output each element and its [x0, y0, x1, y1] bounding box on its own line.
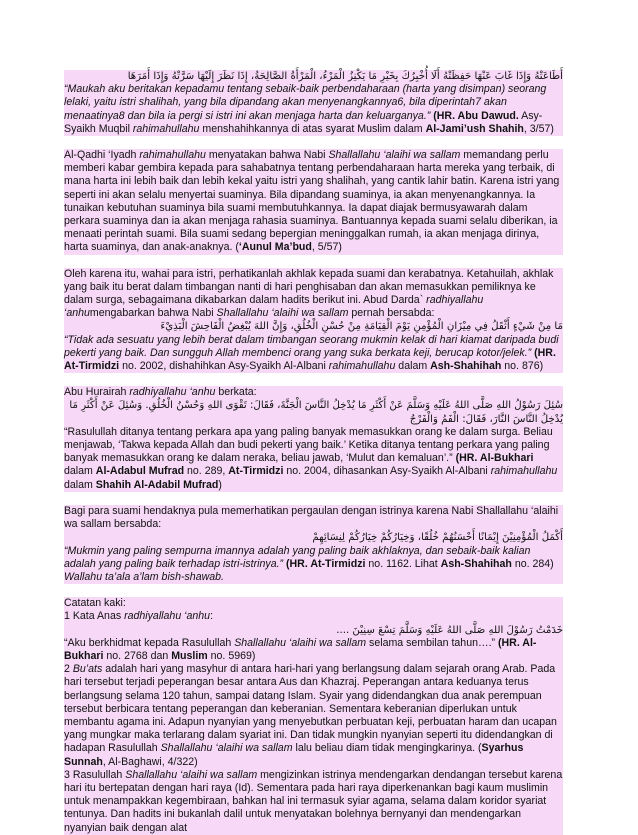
arabic-hadith-4: أَكْمَلُ الْمُؤْمِنِيْنَ إِيْمَانًا أَحْسَنُهُمْ خُلُقًا، وَخِيَارُكُمْ خِيَارُكُمْ لِنِسَائِهِمْ: [312, 532, 563, 544]
hadith-block-4: Bagi para suami hendaknya pula memerhatikan pergaulan dengan istrinya karena Nabi Shallallahu ‘alaihi wa sallam bersabda: أَكْمَلُ الْمُؤْمِنِيْنَ إِيْمَانًا أَحْسَنُهُمْ خُلُقًا، وَخِيَارُكُمْ خِيَارُكُمْ لِنِسَائِهِمْ “Mukmin yang paling sempurna imannya adalah yang paling baik akhlaknya, dan sebaik-baik kalian adalah yang paling baik terhadap istri-istrinya.” (HR. At-Tirmidzi no. 1162. Lihat Ash-Shahihah no. 284) Wallahu ta’ala a’lam bish-shawab.: [64, 504, 563, 583]
footnote-3: 3 Rasulullah Shallallahu ‘alaihi wa sallam mengizinkan istrinya mendengarkan dendangan tersebut karena hari itu bertepatan dengan hari raya (Id). Sementara pada hari raya diperkenankan bagi kaum muslimin untuk menampakkan kegembiraan, bahkan hal ini termasuk syiar agama, selama dalam koridor syariat tentunya. Dan hadits ini bukanlah dalil untuk menyatakan bolehnya bernyanyi dan mendengarkan nyanyian baik dengan alat: [64, 768, 563, 834]
footnotes-title: Catatan kaki:: [64, 597, 126, 610]
hadith-1-translation: “Maukah aku beritakan kepadamu tentang sebaik-baik perbendaharaan (harta yang disimpan) seorang lelaki, yaitu istri shalihah, yang bila dipandang akan menyenangkannya6, bila diperintah7 akan menaatinya8 dan bila ia pergi si istri ini akan menjaga harta dan keluarganya.” (HR. Abu Dawud. Asy-Syaikh Muqbil rahimahullahu menshahihkannya di atas syarat Muslim dalam Al-Jami’ush Shahih, 3/57): [64, 83, 554, 135]
footnote-2: 2 Bu’ats adalah hari yang masyhur di antara hari-hari yang berlangsung dalam sejarah orang Arab. Pada hari tersebut terjadi peperangan besar antara Aus dan Khazraj. Peperangan antara keduanya terus berlangsung selama 120 tahun, sampai datang Islam. Syair yang didendangkan dua anak perempuan tersebut berbicara tentang peperangan dan keberanian. Sementara keberanian diperlukan untuk membantu agama ini. Adapun nyanyian yang menyebutkan perbuatan keji, perbuatan haram dan ucapan yang mungkar maka terlarang dalam syariat ini. Dan tidak mungkin nyanyian seperti itu didendangkan di hadapan Rasulullah Shallallahu ‘alaihi wa sallam lalu beliau diam tidak mengingkarinya. (Syarhus Sunnah, Al-Baghawi, 4/322): [64, 663, 557, 768]
hadith-block-2: Oleh karena itu, wahai para istri, perhatikanlah akhlak kepada suami dan kerabatnya. Ketahuilah, akhlak yang baik itu berat dalam timbangan nanti di hari penghisaban dan akan memasukkan pemiliknya ke dalam surga, sebagaimana dikabarkan dalam hadits berikut ini. Abud Darda` radhiyallahu ‘anhumengabarkan bahwa Nabi Shallallahu ‘alaihi wa sallam pernah bersabda: مَا مِنْ شَيْءٍ أَثْقَلُ فِي مِيْزَانِ الْمُؤْمِنِ يَوْمَ الْقِيَامَةِ مِنْ حُسْنِ الْخُلُقِ، وَإِنَّ اللهَ يُبْغِضُ الْفَاحِشَ الْبَذِيْءَ “Tidak ada sesuatu yang lebih berat dalam timbangan seorang mukmin kelak di hari kiamat daripada budi pekerti yang baik. Dan sungguh Allah membenci orang yang suka berkata keji, berucap kotor/jelek.” (HR. At-Tirmidzi no. 2002, dishahihkan Asy-Syaikh Al-Albani rahimahullahu dalam Ash-Shahihah no. 876): [64, 267, 563, 373]
commentary-paragraph: Al-Qadhi ‘Iyadh rahimahullahu menyatakan bahwa Nabi Shallallahu ‘alaihi wa sallam memandang perlu memberi kabar gembira kepada para sahabatnya tentang perbendaharaan harta mereka yang terbaik, di mana harta ini lebih baik dan lebih kekal yaitu istri yang shalihah, yang cantik lahir batin. Karena istri yang seperti ini akan selalu menyertai suaminya. Bila dipandang suaminya, ia akan menyenangkannya. Ia tunaikan kebutuhan suaminya bila suami membutuhkannya. Ia dapat diajak bermusyawarah dalam perkara suaminya dan ia akan menjaga rahasia suaminya. Bantuannya kepada suami selalu diberikan, ia menaati perintah suami. Bila suami sedang bepergian meninggalkan rumah, ia akan menjaga dirinya, harta suaminya, dan anak-anaknya. (‘Aunul Ma’bud, 5/57): [64, 149, 563, 255]
footnotes: Catatan kaki: 1 Kata Anas radhiyallahu ‘anhu: خَدَمْتُ رَسُوْلَ اللهِ صَلَّى اللهُ عَلَيْهِ وَسَلَّمَ تِسْعَ سِنِيْنَ .... “Aku berkhidmat kepada Rasulullah Shallallahu ‘alaihi wa sallam selama sembilan tahun….” (HR. Al-Bukhari no. 2768 dan Muslim no. 5969) 2 Bu’ats adalah hari yang masyhur di antara hari-hari yang berlangsung dalam sejarah orang Arab. Pada hari tersebut terjadi peperangan besar antara Aus dan Khazraj. Peperangan antara keduanya terus berlangsung selama 120 tahun, sampai datang Islam. Syair yang didendangkan dua anak perempuan tersebut berbicara tentang peperangan dan keberanian. Sementara keberanian diperlukan untuk membantu agama ini. Adapun nyanyian yang menyebutkan perbuatan keji, perbuatan haram dan ucapan yang mungkar maka terlarang dalam syariat ini. Dan tidak mungkin nyanyian seperti itu didendangkan di hadapan Rasulullah Shallallahu ‘alaihi wa sallam lalu beliau diam tidak mengingkarinya. (Syarhus Sunnah, Al-Baghawi, 4/322) 3 Rasulullah Shallallahu ‘alaihi wa sallam mengizinkan istrinya mendengarkan dendangan tersebut karena hari itu bertepatan dengan hari raya (Id). Sementara pada hari raya diperkenankan bagi kaum muslimin untuk menampakkan kegembiraan, bahkan hal ini termasuk syiar agama, selama dalam koridor syariat tentunya. Dan hadits ini bukanlah dalil untuk menyatakan bolehnya bernyanyi dan mendengarkan nyanyian baik dengan alat: [64, 597, 563, 834]
arabic-hadith-2: مَا مِنْ شَيْءٍ أَثْقَلُ فِي مِيْزَانِ الْمُؤْمِنِ يَوْمَ الْقِيَامَةِ مِنْ حُسْنِ الْخُلُقِ، وَإِنَّ اللهَ يُبْغِضُ الْفَاحِشَ الْبَذِيْءَ: [160, 321, 563, 333]
hadith-block-3: Abu Hurairah radhiyallahu ‘anhu berkata: سُئِلَ رَسُوْلُ اللهِ صَلَّى اللهُ عَلَيْهِ وَسَلَّمَ عَنْ أَكْثَرِ مَا يُدْخِلُ النَّاسَ الْجَنَّةَ، فَقَالَ: تَقْوَى اللهِ وَحُسْنُ الْخُلُقِ. وَسُئِلَ عَنْ أَكْثَرِ مَا يُدْخِلُ النَّاسَ النَّارَ، فَقَالَ: الْفَمُ وَالْفَرْجُ “Rasulullah ditanya tentang perkara apa yang paling banyak memasukkan orang ke dalam surga. Beliau menjawab, ‘Takwa kepada Allah dan budi pekerti yang baik.’ Ketika ditanya tentang perkara yang paling banyak memasukkan orang ke dalam neraka, beliau jawab, ‘Mulut dan kemaluan’.” (HR. Al-Bukhari dalam Al-Adabul Mufrad no. 289, At-Tirmidzi no. 2004, dihasankan Asy-Syaikh Al-Albani rahimahullahu dalam Shahih Al-Adabil Mufrad): [64, 386, 563, 491]
hadith-block-1: [64, 70, 563, 136]
closing-line: Wallahu ta’ala a’lam bish-shawab.: [64, 570, 224, 583]
arabic-footnote-1: خَدَمْتُ رَسُوْلَ اللهِ صَلَّى اللهُ عَلَيْهِ وَسَلَّمَ تِسْعَ سِنِيْنَ ....: [336, 624, 563, 636]
arabic-hadith-1: أَطَاعَتْهُ وَإِذَا غَابَ عَنْهَا حَفِظَتْهُ أَلَا أُخْبِرُكَ بِخَيْرِ مَا يَكْنِزُ الْمَرْءُ، الْمَرْأَةُ الصَّالِحَةُ، إِذَا نَظَرَ إِلَيْهَا سَرَّتْهُ وَإِذَا أَمَرَهَا: [127, 71, 563, 82]
arabic-hadith-3: سُئِلَ رَسُوْلُ اللهِ صَلَّى اللهُ عَلَيْهِ وَسَلَّمَ عَنْ أَكْثَرِ مَا يُدْخِلُ النَّاسَ الْجَنَّةَ، فَقَالَ: تَقْوَى اللهِ وَحُسْنُ الْخُلُقِ. وَسُئِلَ عَنْ أَكْثَرِ مَا يُدْخِلُ النَّاسَ النَّارَ، فَقَالَ: الْفَمُ وَالْفَرْجُ: [69, 400, 563, 425]
document-page: [64, 70, 563, 835]
